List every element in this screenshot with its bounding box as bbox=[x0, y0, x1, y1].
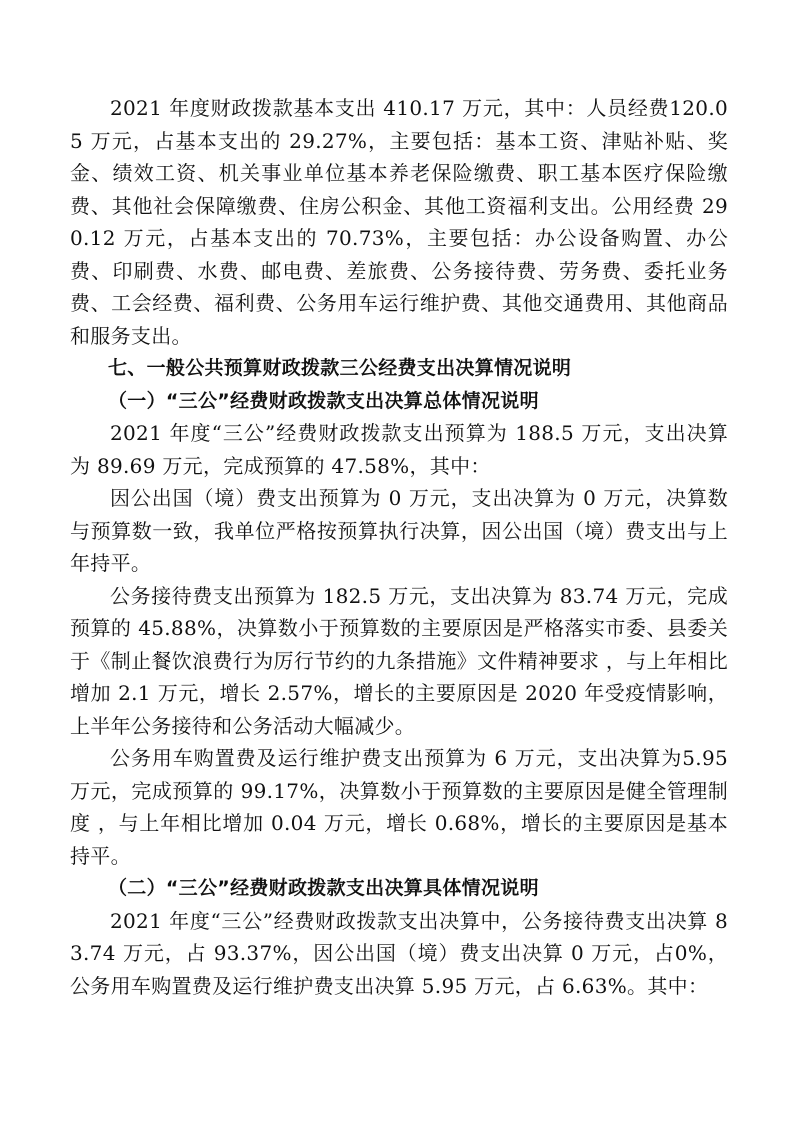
paragraph-three-public-total: 2021 年度“三公”经费财政拨款支出预算为 188.5 万元，支出决算为 89.69 万元，完成预算的 47.58%，其中： bbox=[70, 421, 728, 478]
document-page bbox=[70, 92, 728, 1002]
paragraph-official-vehicles: 公务用车购置费及运行维护费支出预算为 6 万元，支出决算为5.95 万元，完成预算的 99.17%，决算数小于预算数的主要原因是健全管理制度 ，与上年相比增加 0.04 万元，增长 0.68%，增长的主要原因是基本持平。 bbox=[70, 746, 728, 868]
subsection-heading-overall: （一）“三公”经费财政拨款支出决算总体情况说明 bbox=[108, 389, 539, 412]
subsection-heading-specific: （二）“三公”经费财政拨款支出决算具体情况说明 bbox=[108, 877, 539, 899]
paragraph-basic-expenditure: 2021 年度财政拨款基本支出 410.17 万元，其中：人员经费120.05 万元，占基本支出的 29.27%，主要包括：基本工资、津贴补贴、奖金、绩效工资、机关事业单位基本养老保险缴费、职工基本医疗保险缴费、其他社会保障缴费、住房公积金、其他工资福利支出。公用经费 290.12 万元，占基本支出的 70.73%，主要包括：办公设备购置、办公费、印刷费、水费、邮电费、差旅费、公务接待费、劳务费、委托业务费、工会经费、福利费、公务用车运行维护费、其他交通费用、其他商品和服务支出。 bbox=[70, 96, 728, 348]
paragraph-specific-breakdown: 2021 年度“三公”经费财政拨款支出决算中，公务接待费支出决算 83.74 万元，占 93.37%，因公出国（境）费支出决算 0 万元，占0%，公务用车购置费及运行维护费支出决算 5.95 万元，占 6.63%。其中： bbox=[70, 908, 728, 998]
section-heading-seven: 七、一般公共预算财政拨款三公经费支出决算情况说明 bbox=[108, 357, 572, 379]
paragraph-overseas-travel: 因公出国（境）费支出预算为 0 万元，支出决算为 0 万元，决算数与预算数一致，我单位严格按预算执行决算，因公出国（境）费支出与上年持平。 bbox=[70, 486, 728, 575]
paragraph-official-reception: 公务接待费支出预算为 182.5 万元，支出决算为 83.74 万元，完成预算的 45.88%，决算数小于预算数的主要原因是严格落实市委、县委关于《制止餐饮浪费行为厉行节约的九条措施》文件精神要求 ，与上年相比增加 2.1 万元，增长 2.57%，增长的主要原因是 2020 年受疫情影响，上半年公务接待和公务活动大幅减少。 bbox=[70, 583, 728, 738]
